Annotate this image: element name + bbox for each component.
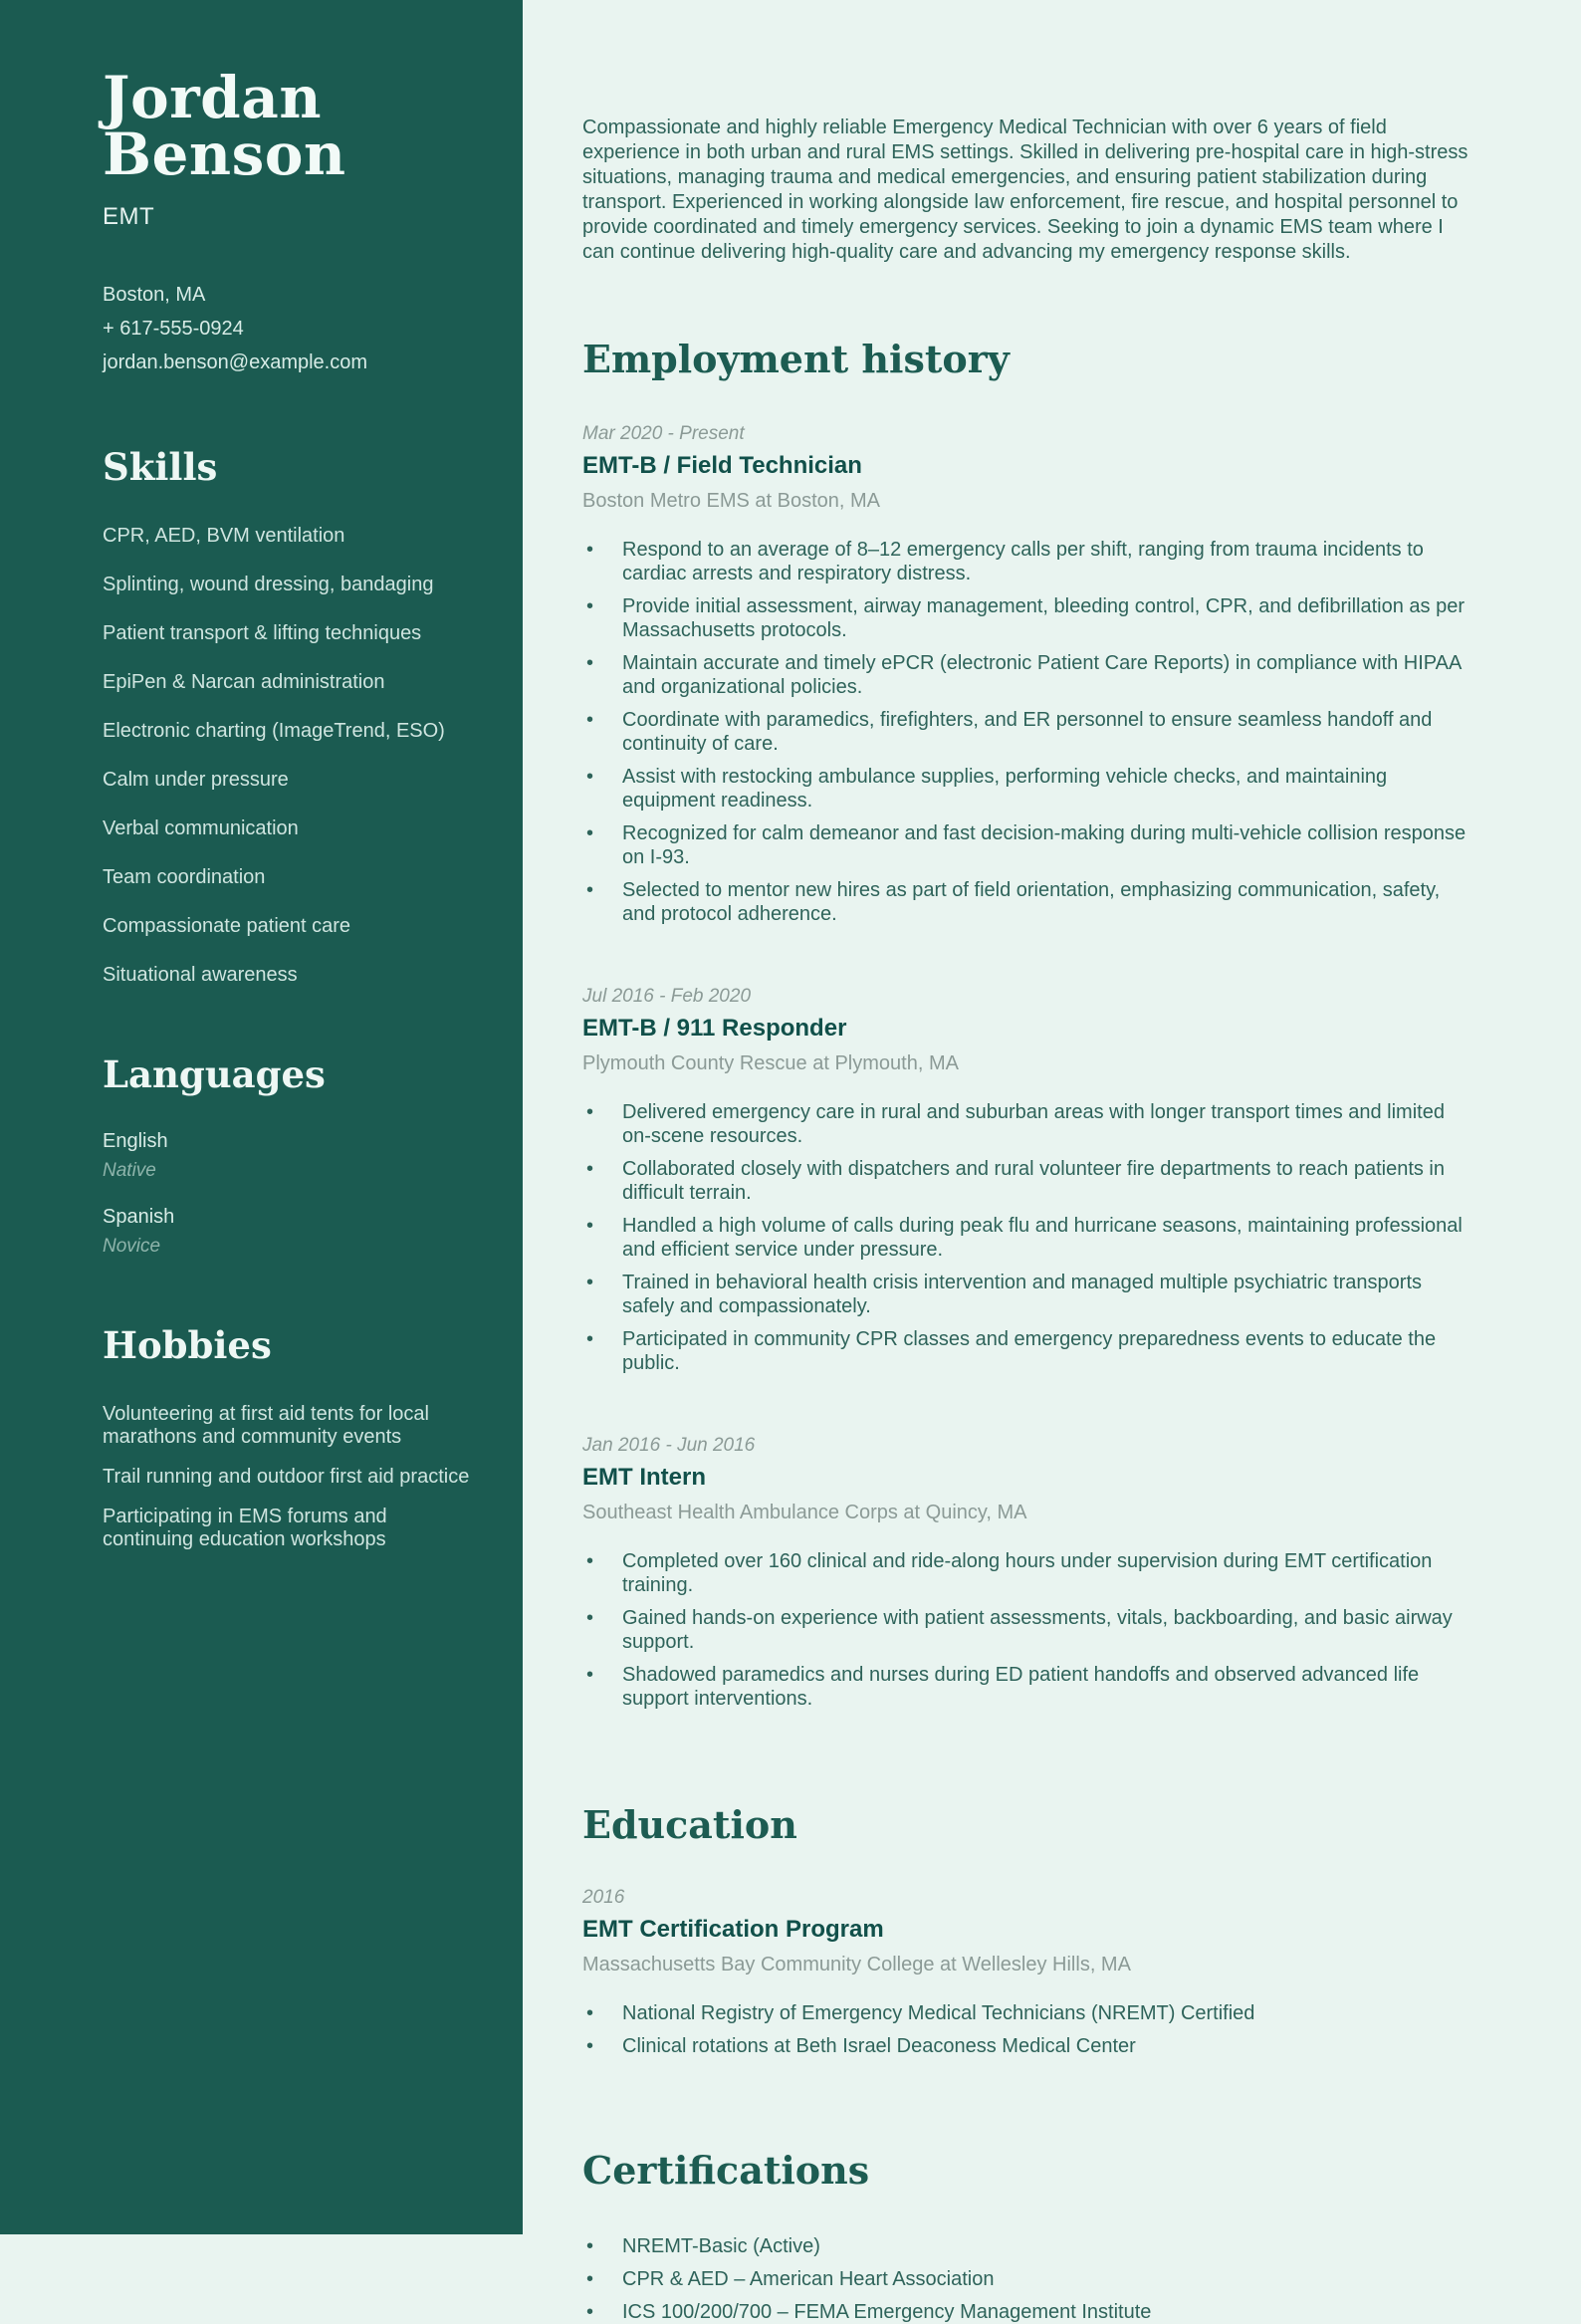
job-title: EMT-B / 911 Responder: [582, 1015, 847, 1042]
certifications-list: [582, 2234, 1473, 2324]
sidebar: [0, 0, 523, 2234]
job-bullet: • Recognized for calm demeanor and fast decision-making during multi-vehicle collision response on I-93.: [582, 821, 1473, 869]
job-bullet: • Selected to mentor new hires as part of field orientation, emphasizing communication, safety, and protocol adherence.: [582, 878, 1473, 926]
job-bullet: • Participated in community CPR classes and emergency preparedness events to educate the public.: [582, 1327, 1473, 1375]
job-bullet: • Handled a high volume of calls during peak flu and hurricane seasons, maintaining professional and efficient service under pressure.: [582, 1214, 1473, 1262]
language-level: Native: [103, 1160, 156, 1181]
job-bullet: • Respond to an average of 8–12 emergency calls per shift, ranging from trauma incidents to cardiac arrests and respiratory distress.: [582, 538, 1473, 585]
skill-item: Verbal communication: [103, 817, 299, 839]
contact-email: jordan.benson@example.com: [103, 351, 368, 373]
language-item: [103, 1130, 477, 1182]
job-bullet: • Collaborated closely with dispatchers and rural volunteer fire departments to reach patients in difficult terrain.: [582, 1157, 1473, 1205]
skill-item: Team coordination: [103, 866, 266, 888]
job-bullet: • Trained in behavioral health crisis intervention and managed multiple psychiatric transports safely and compassionately.: [582, 1271, 1473, 1318]
job-dates: Mar 2020 - Present: [582, 423, 745, 444]
job-title: EMT-B / Field Technician: [582, 452, 862, 479]
skill-item: CPR, AED, BVM ventilation: [103, 525, 345, 547]
education-bullet: • Clinical rotations at Beth Israel Deaconess Medical Center: [582, 2034, 1473, 2058]
employment-history-heading: Employment history: [582, 337, 1010, 381]
contact-phone: + 617-555-0924: [103, 318, 244, 340]
contact-location: Boston, MA: [103, 284, 206, 306]
hobby-item: Participating in EMS forums and continuing education workshops: [103, 1506, 387, 1550]
certification-item: • NREMT-Basic (Active): [582, 2234, 1473, 2258]
skill-item: Electronic charting (ImageTrend, ESO): [103, 720, 445, 742]
skill-item: Patient transport & lifting techniques: [103, 622, 422, 644]
language-name: English: [103, 1130, 168, 1152]
hobbies-list: [103, 1403, 477, 1551]
resume-main: [523, 0, 1581, 2323]
skills-list: [103, 525, 477, 987]
job-bullet: • Completed over 160 clinical and ride-along hours under supervision during EMT certification training.: [582, 1549, 1473, 1597]
job-bullets: [582, 538, 1473, 926]
languages-heading: Languages: [103, 1052, 326, 1096]
job-bullets: [582, 1549, 1473, 1711]
contact-block: [103, 279, 477, 379]
certifications-heading: Certifications: [582, 2148, 870, 2193]
person-name-line2: Benson: [103, 120, 346, 188]
job-company: Southeast Health Ambulance Corps at Quincy, MA: [582, 1502, 1027, 1523]
education-school: Massachusetts Bay Community College at Wellesley Hills, MA: [582, 1954, 1131, 1975]
job-bullet: • Shadowed paramedics and nurses during ED patient handoffs and observed advanced life support interventions.: [582, 1663, 1473, 1711]
skill-item: Situational awareness: [103, 964, 298, 986]
education-bullet: • National Registry of Emergency Medical Technicians (NREMT) Certified: [582, 2001, 1473, 2025]
job-entry: [582, 1435, 1473, 1711]
education-bullets: [582, 2001, 1473, 2058]
skill-item: Splinting, wound dressing, bandaging: [103, 574, 434, 595]
job-bullet: • Assist with restocking ambulance supplies, performing vehicle checks, and maintaining equipment readiness.: [582, 765, 1473, 813]
certification-item: • ICS 100/200/700 – FEMA Emergency Management Institute: [582, 2300, 1473, 2324]
job-company: Plymouth County Rescue at Plymouth, MA: [582, 1052, 959, 1074]
languages-list: [103, 1130, 477, 1258]
person-role: EMT: [103, 203, 155, 230]
skills-heading: Skills: [103, 445, 218, 489]
jobs-list: [582, 423, 1473, 1711]
job-title: EMT Intern: [582, 1464, 706, 1491]
job-bullet: • Coordinate with paramedics, firefighters, and ER personnel to ensure seamless handoff and continuity of care.: [582, 708, 1473, 756]
job-company: Boston Metro EMS at Boston, MA: [582, 490, 881, 512]
person-name: [103, 64, 477, 188]
job-bullets: [582, 1100, 1473, 1375]
job-dates: Jan 2016 - Jun 2016: [582, 1435, 756, 1456]
job-bullet: • Delivered emergency care in rural and suburban areas with longer transport times and limited on-scene resources.: [582, 1100, 1473, 1148]
education-entry: [582, 1887, 1473, 2058]
job-entry: [582, 986, 1473, 1375]
job-entry: [582, 423, 1473, 926]
job-bullet: • Provide initial assessment, airway management, bleeding control, CPR, and defibrillation as per Massachusetts protocols.: [582, 594, 1473, 642]
education-heading: Education: [582, 1802, 797, 1847]
education-title: EMT Certification Program: [582, 1916, 884, 1943]
hobby-item: Trail running and outdoor first aid practice: [103, 1466, 470, 1488]
language-name: Spanish: [103, 1206, 175, 1228]
profile-summary: Compassionate and highly reliable Emergency Medical Technician with over 6 years of field experience in both urban and rural EMS settings. Skilled in delivering pre-hospital care in high-stress situations, managing trauma and medical emergencies, and ensuring patient stabilization during transport. Experienced in working alongside law enforcement, fire rescue, and hospital personnel to provide coordinated and timely emergency services. Seeking to join a dynamic EMS team where I can continue delivering high-quality care and advancing my emergency response skills.: [582, 116, 1468, 263]
skill-item: EpiPen & Narcan administration: [103, 671, 385, 693]
language-level: Novice: [103, 1236, 161, 1257]
hobbies-heading: Hobbies: [103, 1323, 272, 1367]
job-bullet: • Gained hands-on experience with patient assessments, vitals, backboarding, and basic airway support.: [582, 1606, 1473, 1654]
skill-item: Calm under pressure: [103, 769, 289, 791]
job-bullet: • Maintain accurate and timely ePCR (electronic Patient Care Reports) in compliance with HIPAA and organizational policies.: [582, 651, 1473, 699]
hobby-item: Volunteering at first aid tents for local marathons and community events: [103, 1403, 429, 1448]
skill-item: Compassionate patient care: [103, 915, 351, 937]
person-name-line1: Jordan: [103, 64, 322, 131]
certification-item: • CPR & AED – American Heart Association: [582, 2267, 1473, 2291]
job-dates: Jul 2016 - Feb 2020: [582, 986, 752, 1007]
language-item: [103, 1206, 477, 1258]
education-dates: 2016: [582, 1887, 625, 1908]
